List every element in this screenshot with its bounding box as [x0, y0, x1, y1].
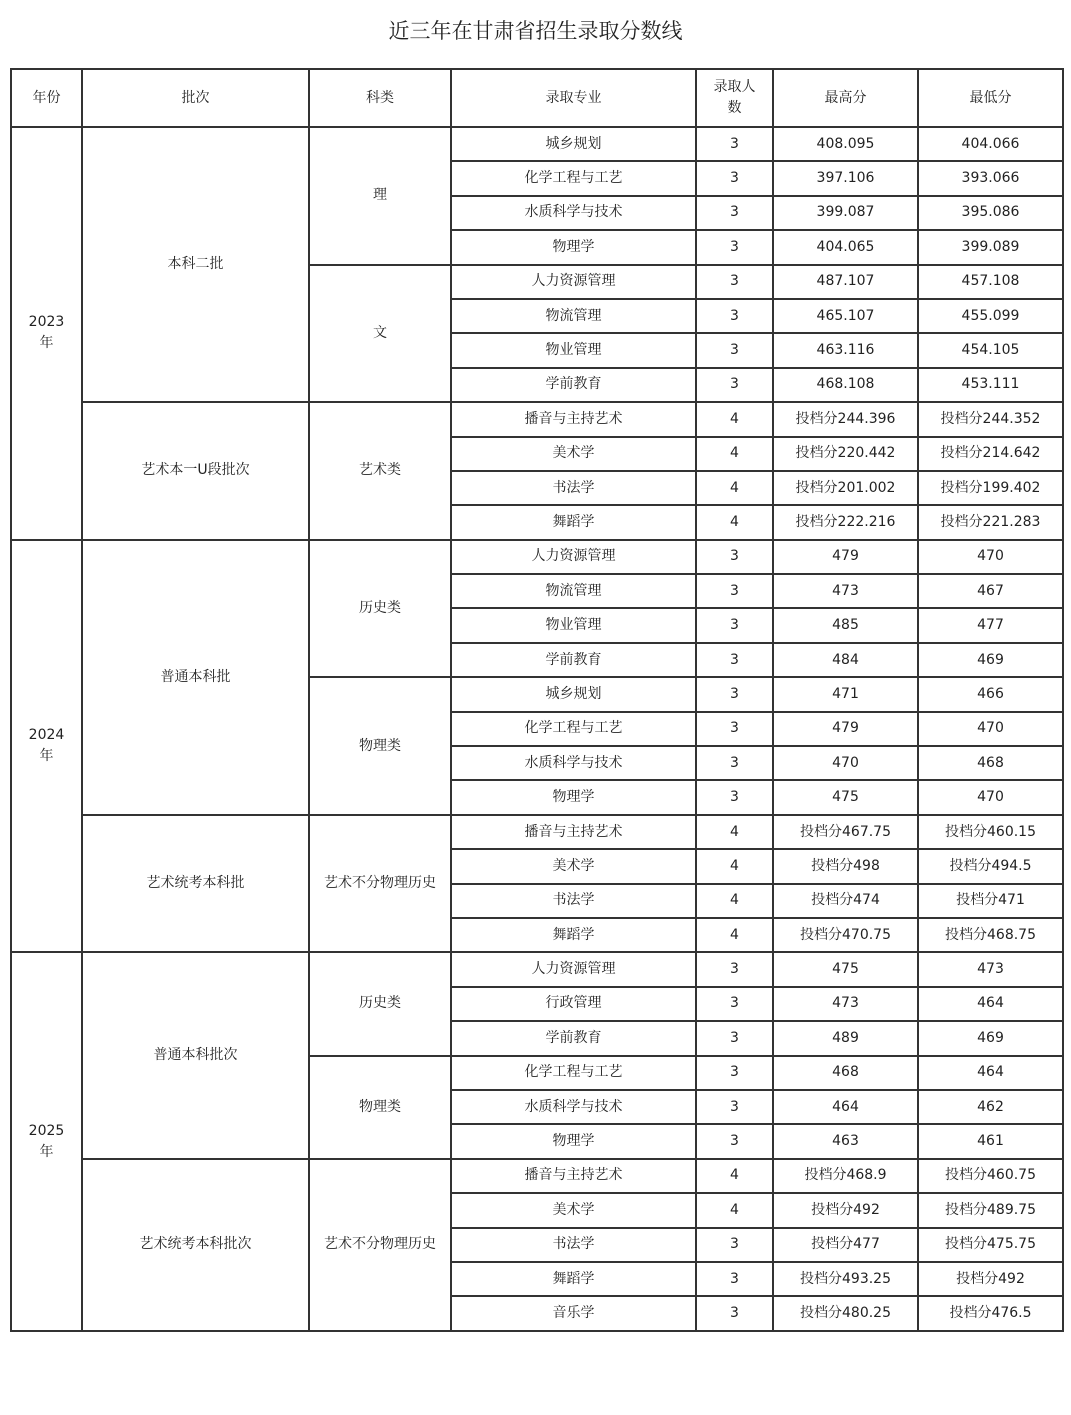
table-row	[11, 540, 1063, 574]
category-cell-label: 物理类	[359, 737, 401, 754]
category-cell-label: 艺术不分物理历史	[324, 1236, 436, 1253]
major-cell: 化学工程与工艺	[451, 161, 696, 195]
major-cell: 播音与主持艺术	[451, 1159, 696, 1193]
min-score-cell: 投档分471	[918, 884, 1063, 918]
max-score-cell: 475	[773, 952, 918, 986]
min-score-cell: 462	[918, 1090, 1063, 1124]
count-cell: 3	[696, 574, 773, 608]
min-score-cell: 469	[918, 1021, 1063, 1055]
min-score-cell: 473	[918, 952, 1063, 986]
header-max-score: 最高分	[773, 69, 918, 127]
min-score-cell: 468	[918, 746, 1063, 780]
category-cell	[309, 402, 451, 540]
count-cell: 4	[696, 437, 773, 471]
count-cell: 3	[696, 712, 773, 746]
min-score-cell: 477	[918, 608, 1063, 642]
major-cell: 舞蹈学	[451, 1262, 696, 1296]
count-cell: 3	[696, 1021, 773, 1055]
batch-cell: 艺术统考本科批次	[82, 1159, 309, 1331]
count-cell: 3	[696, 952, 773, 986]
major-cell: 城乡规划	[451, 127, 696, 161]
max-score-cell: 468.108	[773, 368, 918, 402]
count-cell: 4	[696, 815, 773, 849]
min-score-cell: 393.066	[918, 161, 1063, 195]
count-cell: 4	[696, 1193, 773, 1227]
count-cell: 3	[696, 196, 773, 230]
max-score-cell: 408.095	[773, 127, 918, 161]
min-score-cell: 467	[918, 574, 1063, 608]
max-score-cell: 463.116	[773, 333, 918, 367]
count-cell: 3	[696, 161, 773, 195]
count-cell: 4	[696, 884, 773, 918]
major-cell: 人力资源管理	[451, 540, 696, 574]
batch-cell: 艺术统考本科批	[82, 815, 309, 953]
header-year: 年份	[11, 69, 82, 127]
count-cell: 3	[696, 643, 773, 677]
max-score-cell: 投档分222.216	[773, 505, 918, 539]
min-score-cell: 470	[918, 780, 1063, 814]
major-cell: 物理学	[451, 1124, 696, 1158]
admission-score-table	[10, 68, 1064, 1332]
count-cell: 3	[696, 265, 773, 299]
count-cell: 3	[696, 780, 773, 814]
max-score-cell: 463	[773, 1124, 918, 1158]
max-score-cell: 473	[773, 574, 918, 608]
min-score-cell: 470	[918, 540, 1063, 574]
min-score-cell: 投档分492	[918, 1262, 1063, 1296]
min-score-cell: 464	[918, 1056, 1063, 1090]
count-cell: 4	[696, 402, 773, 436]
max-score-cell: 投档分492	[773, 1193, 918, 1227]
category-cell-label: 艺术类	[359, 462, 401, 479]
major-cell: 人力资源管理	[451, 952, 696, 986]
major-cell: 化学工程与工艺	[451, 1056, 696, 1090]
max-score-cell: 473	[773, 987, 918, 1021]
count-cell: 3	[696, 299, 773, 333]
major-cell: 美术学	[451, 437, 696, 471]
min-score-cell: 投档分494.5	[918, 849, 1063, 883]
min-score-cell: 投档分460.15	[918, 815, 1063, 849]
header-count	[696, 69, 773, 127]
header-count-label: 录取人数	[713, 79, 756, 116]
min-score-cell: 454.105	[918, 333, 1063, 367]
max-score-cell: 投档分467.75	[773, 815, 918, 849]
min-score-cell: 投档分460.75	[918, 1159, 1063, 1193]
min-score-cell: 投档分221.283	[918, 505, 1063, 539]
year-cell-label: 2023年	[28, 314, 65, 352]
max-score-cell: 470	[773, 746, 918, 780]
count-cell: 4	[696, 849, 773, 883]
major-cell: 美术学	[451, 849, 696, 883]
batch-cell: 艺术本一U段批次	[82, 402, 309, 540]
min-score-cell: 投档分244.352	[918, 402, 1063, 436]
min-score-cell: 投档分476.5	[918, 1296, 1063, 1330]
major-cell: 播音与主持艺术	[451, 815, 696, 849]
count-cell: 3	[696, 1056, 773, 1090]
table-body	[11, 127, 1063, 1331]
major-cell: 城乡规划	[451, 677, 696, 711]
max-score-cell: 投档分201.002	[773, 471, 918, 505]
category-cell	[309, 677, 451, 815]
batch-cell: 普通本科批次	[82, 952, 309, 1158]
count-cell: 3	[696, 677, 773, 711]
category-cell	[309, 265, 451, 403]
year-cell-label: 2025年	[28, 1122, 65, 1160]
max-score-cell: 468	[773, 1056, 918, 1090]
header-major: 录取专业	[451, 69, 696, 127]
header-category: 科类	[309, 69, 451, 127]
max-score-cell: 471	[773, 677, 918, 711]
year-cell	[11, 952, 82, 1330]
min-score-cell: 455.099	[918, 299, 1063, 333]
max-score-cell: 484	[773, 643, 918, 677]
table-row	[11, 815, 1063, 849]
batch-cell: 本科二批	[82, 127, 309, 402]
max-score-cell: 475	[773, 780, 918, 814]
major-cell: 书法学	[451, 471, 696, 505]
category-cell-label: 物理类	[359, 1098, 401, 1115]
max-score-cell: 479	[773, 540, 918, 574]
count-cell: 4	[696, 1159, 773, 1193]
major-cell: 水质科学与技术	[451, 746, 696, 780]
category-cell	[309, 815, 451, 953]
major-cell: 音乐学	[451, 1296, 696, 1330]
min-score-cell: 投档分475.75	[918, 1228, 1063, 1262]
count-cell: 3	[696, 368, 773, 402]
count-cell: 4	[696, 918, 773, 952]
batch-cell: 普通本科批	[82, 540, 309, 815]
min-score-cell: 469	[918, 643, 1063, 677]
major-cell: 物业管理	[451, 608, 696, 642]
count-cell: 3	[696, 987, 773, 1021]
count-cell: 3	[696, 608, 773, 642]
year-cell	[11, 540, 82, 953]
category-cell	[309, 127, 451, 265]
count-cell: 3	[696, 540, 773, 574]
year-cell-label: 2024年	[28, 727, 65, 765]
major-cell: 物业管理	[451, 333, 696, 367]
count-cell: 3	[696, 1124, 773, 1158]
min-score-cell: 404.066	[918, 127, 1063, 161]
max-score-cell: 399.087	[773, 196, 918, 230]
min-score-cell: 投档分489.75	[918, 1193, 1063, 1227]
major-cell: 水质科学与技术	[451, 196, 696, 230]
category-cell-label: 历史类	[359, 995, 401, 1012]
header-min-score: 最低分	[918, 69, 1063, 127]
min-score-cell: 399.089	[918, 230, 1063, 264]
major-cell: 化学工程与工艺	[451, 712, 696, 746]
major-cell: 学前教育	[451, 643, 696, 677]
major-cell: 物流管理	[451, 299, 696, 333]
count-cell: 3	[696, 1090, 773, 1124]
max-score-cell: 487.107	[773, 265, 918, 299]
min-score-cell: 395.086	[918, 196, 1063, 230]
min-score-cell: 470	[918, 712, 1063, 746]
count-cell: 3	[696, 1262, 773, 1296]
max-score-cell: 投档分220.442	[773, 437, 918, 471]
max-score-cell: 投档分493.25	[773, 1262, 918, 1296]
major-cell: 书法学	[451, 1228, 696, 1262]
max-score-cell: 479	[773, 712, 918, 746]
major-cell: 水质科学与技术	[451, 1090, 696, 1124]
major-cell: 物理学	[451, 780, 696, 814]
page-title: 近三年在甘肃省招生录取分数线	[388, 19, 683, 43]
major-cell: 书法学	[451, 884, 696, 918]
max-score-cell: 404.065	[773, 230, 918, 264]
min-score-cell: 453.111	[918, 368, 1063, 402]
count-cell: 3	[696, 127, 773, 161]
category-cell	[309, 1056, 451, 1159]
major-cell: 学前教育	[451, 1021, 696, 1055]
major-cell: 学前教育	[451, 368, 696, 402]
major-cell: 舞蹈学	[451, 505, 696, 539]
max-score-cell: 投档分477	[773, 1228, 918, 1262]
max-score-cell: 投档分244.396	[773, 402, 918, 436]
table-row	[11, 127, 1063, 161]
count-cell: 3	[696, 230, 773, 264]
max-score-cell: 投档分474	[773, 884, 918, 918]
min-score-cell: 投档分468.75	[918, 918, 1063, 952]
table-row	[11, 402, 1063, 436]
count-cell: 4	[696, 505, 773, 539]
max-score-cell: 投档分498	[773, 849, 918, 883]
major-cell: 舞蹈学	[451, 918, 696, 952]
major-cell: 播音与主持艺术	[451, 402, 696, 436]
min-score-cell: 投档分214.642	[918, 437, 1063, 471]
min-score-cell: 461	[918, 1124, 1063, 1158]
header-batch: 批次	[82, 69, 309, 127]
min-score-cell: 投档分199.402	[918, 471, 1063, 505]
category-cell	[309, 540, 451, 678]
major-cell: 物理学	[451, 230, 696, 264]
table-row	[11, 952, 1063, 986]
min-score-cell: 457.108	[918, 265, 1063, 299]
major-cell: 美术学	[451, 1193, 696, 1227]
max-score-cell: 489	[773, 1021, 918, 1055]
max-score-cell: 465.107	[773, 299, 918, 333]
max-score-cell: 485	[773, 608, 918, 642]
count-cell: 3	[696, 1228, 773, 1262]
min-score-cell: 464	[918, 987, 1063, 1021]
category-cell	[309, 952, 451, 1055]
max-score-cell: 投档分480.25	[773, 1296, 918, 1330]
max-score-cell: 397.106	[773, 161, 918, 195]
year-cell	[11, 127, 82, 540]
header-row	[11, 69, 1063, 127]
category-cell-label: 艺术不分物理历史	[324, 875, 436, 892]
major-cell: 物流管理	[451, 574, 696, 608]
major-cell: 行政管理	[451, 987, 696, 1021]
max-score-cell: 464	[773, 1090, 918, 1124]
count-cell: 4	[696, 471, 773, 505]
category-cell-label: 理	[373, 187, 387, 204]
count-cell: 3	[696, 1296, 773, 1330]
max-score-cell: 投档分470.75	[773, 918, 918, 952]
max-score-cell: 投档分468.9	[773, 1159, 918, 1193]
table-row	[11, 1159, 1063, 1193]
major-cell: 人力资源管理	[451, 265, 696, 299]
category-cell	[309, 1159, 451, 1331]
category-cell-label: 历史类	[359, 599, 401, 616]
count-cell: 3	[696, 333, 773, 367]
min-score-cell: 466	[918, 677, 1063, 711]
count-cell: 3	[696, 746, 773, 780]
category-cell-label: 文	[373, 324, 387, 341]
